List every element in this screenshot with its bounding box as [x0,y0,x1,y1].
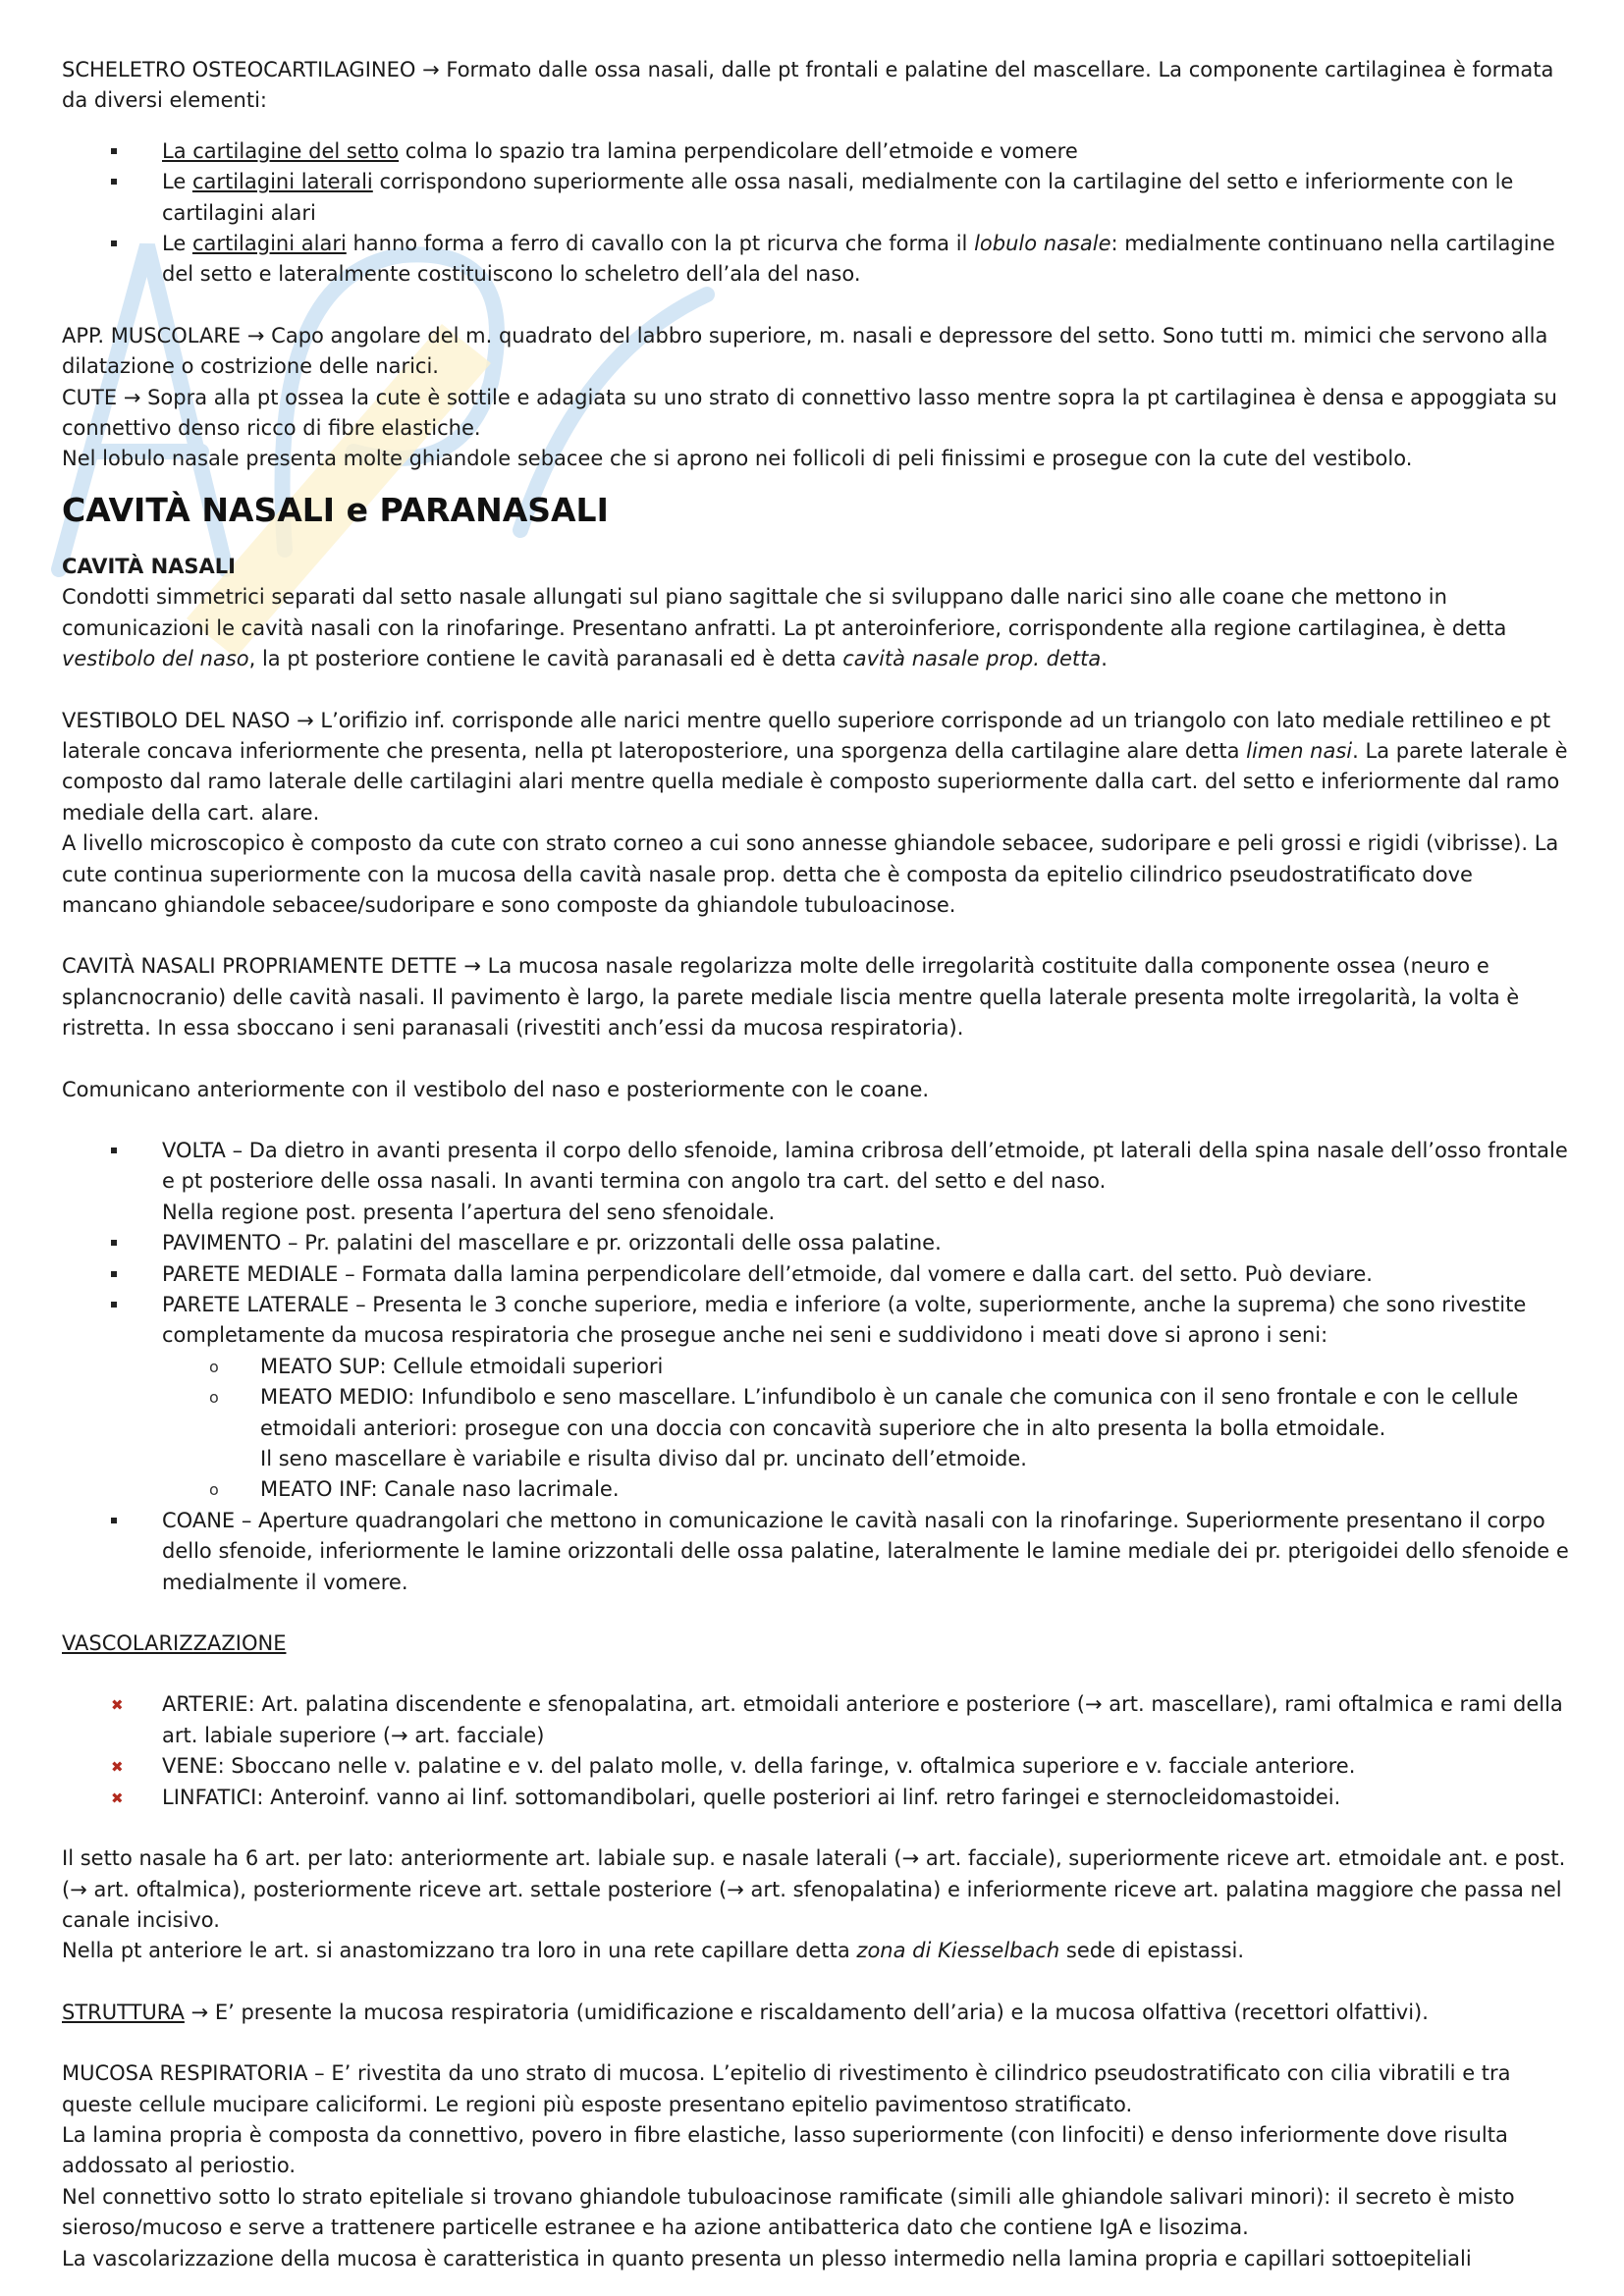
list-item: PARETE LATERALE – Presenta le 3 conche superiore, media e inferiore (a volte, superiormente, anche la suprema) che sono rivestite completamente da mucosa respiratoria che prosegue anche nei seni e suddividono i meati dove si aprono i seni: [62,1290,1574,1352]
list-item: o MEATO MEDIO: Infundibolo e seno mascellare. L’infundibolo è un canale che comunica con il seno frontale e con le cellule etmoidali anteriori: prosegue con una doccia con concavità superiore che in alto presenta la bolla etmoidale. Il seno mascellare è variabile e risulta diviso dal pr. uncinato dell’etmoide. [62,1382,1574,1474]
list-item: o MEATO SUP: Cellule etmoidali superiori [62,1352,1574,1382]
ghiandole-paragraph: Nel connettivo sotto lo strato epiteliale si trovano ghiandole tubuloacinose ramificate (simili alle ghiandole salivari minori): il secreto è misto sieroso/mucoso e serve a trattenere particelle estranee e ha azione antibatterica dato che contiene IgA e lisozima. [62,2184,1515,2240]
list-item: PAVIMENTO – Pr. palatini del mascellare e pr. orizzontali delle ossa palatine. [62,1228,1574,1258]
scheletro-paragraph: SCHELETRO OSTEOCARTILAGINEO → Formato dalle ossa nasali, dalle pt frontali e palatine del mascellare. La componente cartilaginea è formata da diversi elementi: [62,58,1554,113]
cartilagini-list [62,136,1574,291]
propriamente-dette-paragraph: CAVITÀ NASALI PROPRIAMENTE DETTE → La mucosa nasale regolarizza molte delle irregolarità costituite dalla componente ossea (neuro e splancnocranio) delle cavità nasali. Il pavimento è largo, la parete mediale liscia mentre quella laterale presenta molte irregolarità, la volta è ristretta. In essa sboccano i seni paranasali (rivestiti anch’essi da mucosa respiratoria). [62,954,1520,1041]
arrow-icon: → [1085,1692,1103,1717]
arrow-icon: → [391,1723,408,1747]
list-item: Le cartilagini alari hanno forma a ferro di cavallo con la pt ricurva che forma il lobulo nasale: medialmente continuano nella cartilagine del setto e lateralmente costituiscono lo scheletro dell’ala del naso. [62,229,1574,291]
lamina-paragraph: La lamina propria è composta da connettivo, povero in fibre elastiche, lasso superiormente (con linfociti) e denso inferiormente dove risulta addossato al periostio. [62,2122,1508,2178]
vascolarizzazione-list [62,1689,1574,1813]
list-item: o MEATO INF: Canale naso lacrimale. [62,1474,1574,1505]
arrow-icon: → [901,1846,920,1871]
section-heading: VASCOLARIZZAZIONE [62,1631,287,1656]
arrow-icon: → [190,2000,209,2024]
mucosa-paragraph: MUCOSA RESPIRATORIA – E’ rivestita da uno strato di mucosa. L’epitelio di rivestimento è cilindrico pseudostratificato con cilia vibratili e tra queste cellule mucipare caliciformi. Le regioni più esposte presentano epitelio pavimentoso stratificato. [62,2061,1511,2116]
muscolare-paragraph: APP. MUSCOLARE → Capo angolare del m. quadrato del labbro superiore, m. nasali e depressore del setto. Sono tutti m. mimici che servono alla dilatazione o costrizione delle narici. [62,323,1548,379]
arrow-icon: → [123,385,141,409]
cavita-paragraph: Condotti simmetrici separati dal setto nasale allungati sul piano sagittale che si sviluppano dalle narici sino alle coane che mettono in comunicazioni le cavità nasali con la rinofaringe. Presentano anfratti. La pt anteroinferiore, corrispondente alla regione cartilaginea, è detta vestibolo del naso, la pt posteriore contiene le cavità paranasali ed è detta cavità nasale prop. detta. [62,585,1507,671]
kiesselbach-paragraph: Nella pt anteriore le art. si anastomizzano tra loro in una rete capillare detta zona di Kiesselbach sede di epistassi. [62,1939,1245,1963]
document-page [62,55,1574,2274]
struttura-paragraph: STRUTTURA → E’ presente la mucosa respiratoria (umidificazione e riscaldamento dell’aria) e la mucosa olfattiva (recettori olfattivi). [62,2000,1429,2024]
arrow-icon: → [727,1877,744,1901]
list-item: VOLTA – Da dietro in avanti presenta il corpo dello sfenoide, lamina cribrosa dell’etmoide, pt laterali della spina nasale dell’osso frontale e pt posteriore delle ossa nasali. In avanti termina con angolo tra cart. del setto e del naso. Nella regione post. presenta l’apertura del seno sfenoidale. [62,1136,1574,1228]
arrow-icon: → [422,58,440,81]
section-heading: CAVITÀ NASALI [62,554,236,578]
arrow-icon: → [297,708,314,732]
list-item: ✖ ARTERIE: Art. palatina discendente e sfenopalatina, art. etmoidali anteriore e posteriore (→ art. mascellare), rami oftalmica e rami della art. labiale superiore (→ art. facciale) [62,1689,1574,1751]
list-item: PARETE MEDIALE – Formata dalla lamina perpendicolare dell’etmoide, dal vomere e dalla cart. del setto. Può deviare. [62,1259,1574,1290]
vestibolo-paragraph: VESTIBOLO DEL NASO → L’orifizio inf. corrisponde alle narici mentre quello superiore corrisponde ad un triangolo con lato mediale rettilineo e pt laterale concava inferiormente che presenta, nella pt lateroposteriore, una sporgenza della cartilagine alare detta limen nasi. La parete laterale è composto dal ramo laterale delle cartilagini alari mentre quella mediale è composto superiormente dalla cart. del setto e inferiormente dal ramo mediale della cart. alare. [62,708,1568,825]
list-item: ✖ VENE: Sboccano nelle v. palatine e v. del palato molle, v. della faringe, v. oftalmica superiore e v. facciale anteriore. [62,1751,1574,1782]
page-title: CAVITÀ NASALI e PARANASALI [62,490,609,529]
list-item: La cartilagine del setto colma lo spazio tra lamina perpendicolare dell’etmoide e vomere [62,136,1574,167]
vascolarizzazione-mucosa-paragraph: La vascolarizzazione della mucosa è caratteristica in quanto presenta un plesso intermedio nella lamina propria e capillari sottoepiteliali [62,2246,1472,2270]
microscopico-paragraph: A livello microscopico è composto da cute con strato corneo a cui sono annesse ghiandole sebacee, sudoripare e peli grossi e rigidi (vibrisse). La cute continua superiormente con la mucosa della cavità nasale prop. detta che è composta da epitelio cilindrico pseudostratificato dove mancano ghiandole sebacee/sudoripare e sono composte da ghiandole tubuloacinose. [62,831,1559,917]
arrow-icon: → [246,323,265,347]
comunicano-paragraph: Comunicano anteriormente con il vestibolo del naso e posteriormente con le coane. [62,1077,930,1101]
list-item: ✖ LINFATICI: Anteroinf. vanno ai linf. sottomandibolari, quelle posteriori ai linf. retro faringei e sternocleidomastoidei. [62,1783,1574,1813]
pareti-list [62,1136,1574,1598]
arrow-icon: → [463,954,481,979]
list-item: COANE – Aperture quadrangolari che mettono in comunicazione le cavità nasali con la rinofaringe. Superiormente presentano il corpo dello sfenoide, inferiormente le lamine orizzontali delle ossa palatine, lateralmente le lamine mediale dei pr. pterigoidei dello sfenoide e medialmente il vomere. [62,1506,1574,1598]
cute-paragraph: CUTE → Sopra alla pt ossea la cute è sottile e adagiata su uno strato di connettivo lasso mentre sopra la pt cartilaginea è densa e appoggiata su connettivo denso ricco di fibre elastiche. [62,385,1557,441]
list-item: Le cartilagini laterali corrispondono superiormente alle ossa nasali, medialmente con la cartilagine del setto e inferiormente con le cartilagini alari [62,167,1574,229]
lobulo-paragraph: Nel lobulo nasale presenta molte ghiandole sebacee che si aprono nei follicoli di peli finissimi e prosegue con la cute del vestibolo. [62,447,1413,471]
setto-paragraph: Il setto nasale ha 6 art. per lato: anteriormente art. labiale sup. e nasale laterali (→ art. facciale), superiormente riceve art. etmoidale ant. e post. (→ art. oftalmica), posteriormente riceve art. settale posteriore (→ art. sfenopalatina) e inferiormente riceve art. palatina maggiore che passa nel canale incisivo. [62,1846,1566,1932]
arrow-icon: → [70,1877,87,1901]
